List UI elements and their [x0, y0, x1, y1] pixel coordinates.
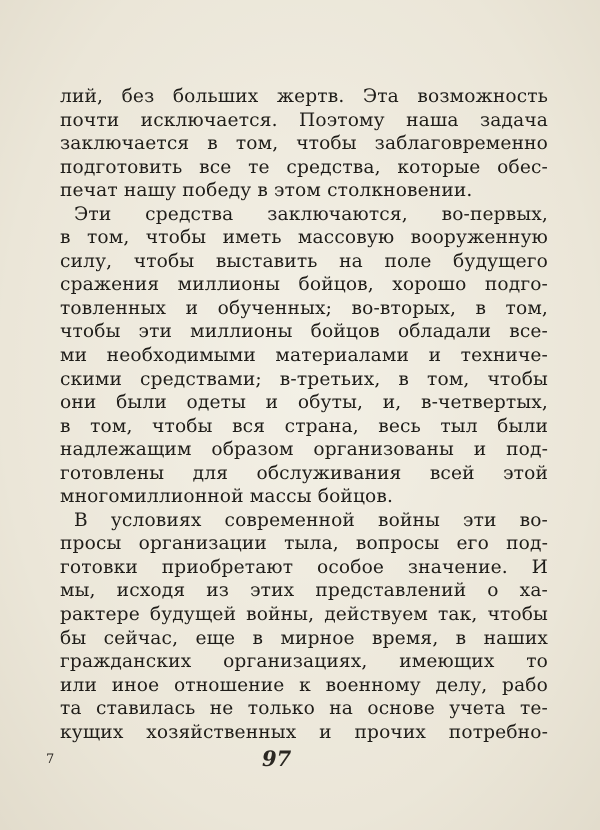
text-line: подготовить все те средства, которые обес- — [60, 156, 548, 178]
text-line: в том, чтобы иметь массовую вооруженную — [60, 227, 548, 249]
text-line: бы сейчас, еще в мирное время, в наших — [60, 627, 548, 649]
text-line: чтобы эти миллионы бойцов обладали все- — [60, 321, 548, 343]
text-line: просы организации тыла, вопросы его под- — [60, 533, 548, 555]
text-line: силу, чтобы выставить на поле будущего — [60, 250, 548, 272]
text-line: надлежащим образом организованы и под- — [60, 439, 548, 461]
text-line: или иное отношение к военному делу, рабо — [60, 674, 548, 696]
text-line: Эти средства заключаются, во-первых, — [74, 203, 548, 225]
text-line: товленных и обученных; во-вторых, в том, — [60, 297, 548, 319]
text-line: готовки приобретают особое значение. И — [60, 556, 548, 578]
text-line: гражданских организациях, имеющих то — [60, 651, 548, 673]
paragraph-1 — [60, 85, 548, 203]
text-line: мы, исходя из этих представлений о ха- — [60, 580, 548, 602]
text-line: В условиях современной войны эти во- — [74, 509, 548, 531]
printer-signature-mark: 7 — [46, 752, 55, 767]
text-line: заключается в том, чтобы заблаговременно — [60, 133, 548, 155]
text-line: лий, без больших жертв. Эта возможность — [60, 86, 548, 107]
page-number: 97 — [262, 746, 292, 771]
text-line: сражения миллионы бойцов, хорошо подго- — [60, 274, 548, 296]
text-line: готовлены для обслуживания всей этой — [60, 462, 548, 484]
text-line: та ставилась не только на основе учета те- — [60, 698, 548, 720]
text-line: они были одеты и обуты, и, в-четвертых, — [60, 392, 548, 414]
paragraph-3 — [60, 509, 548, 744]
text-line: скими средствами; в-третьих, в том, чтобы — [60, 368, 548, 390]
text-line: в том, чтобы вся страна, весь тыл были — [60, 415, 548, 437]
text-line: ми необходимыми материалами и техниче- — [60, 345, 548, 367]
paragraph-2 — [60, 203, 548, 509]
text-line: почти исключается. Поэтому наша задача — [60, 109, 548, 131]
text-line: рактере будущей войны, действуем так, чтобы — [60, 604, 548, 626]
text-line: многомиллионной массы бойцов. — [60, 486, 394, 508]
body-text — [60, 85, 548, 744]
text-line: кущих хозяйственных и прочих потребно- — [60, 721, 548, 743]
text-line: печат нашу победу в этом столкновении. — [60, 180, 473, 202]
